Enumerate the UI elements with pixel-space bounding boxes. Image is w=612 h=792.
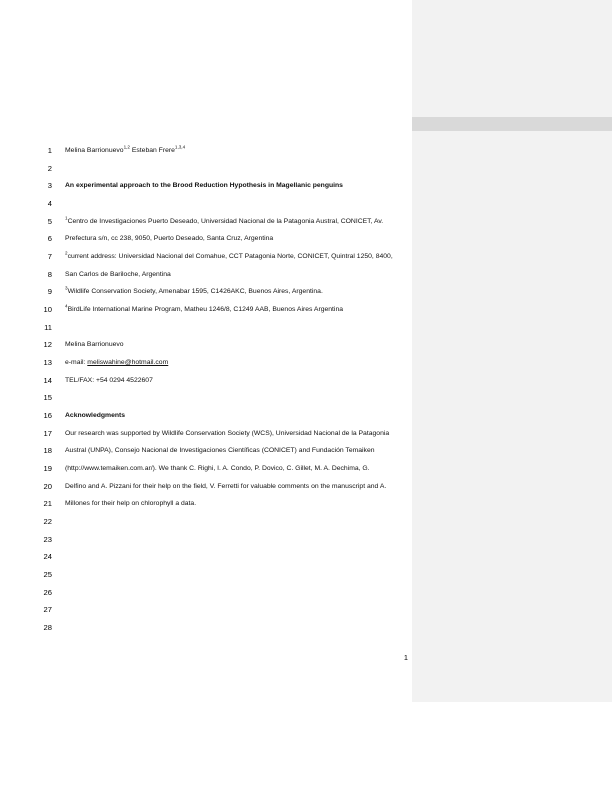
line-text: [65, 303, 410, 316]
line-number: 5: [47, 216, 52, 226]
line-number: 10: [43, 305, 52, 315]
line-number: 6: [47, 234, 52, 244]
document-line: [0, 462, 412, 475]
line-number: 3: [47, 181, 52, 191]
document-line: [0, 550, 412, 563]
line-text: [65, 374, 410, 387]
text-run: Esteban Frere: [129, 147, 175, 154]
affiliation-superscript: 2: [65, 250, 68, 256]
line-text: [65, 497, 410, 510]
line-number: 4: [47, 199, 52, 208]
text-run: Wildlife Conservation Society, Amenabar 1595, C1426AKC, Buenos Aires, Argentina.: [67, 288, 323, 296]
affiliation-superscript: 1,2: [123, 144, 130, 150]
email-link[interactable]: meliswahine@hotmail.com: [87, 359, 169, 367]
document-line: [0, 515, 412, 528]
text-run: San Carlos de Bariloche, Argentina: [65, 270, 171, 278]
page-number: 1: [403, 653, 408, 662]
document-line: [0, 250, 412, 263]
comment-pane-header: [412, 117, 612, 131]
document-line: [0, 268, 412, 281]
line-number: 9: [47, 287, 52, 297]
line-number: 2: [47, 163, 52, 173]
text-run: BirdLife International Marine Program, Matheu 1246/8, C1249 AAB, Buenos Aires Argentina: [67, 306, 344, 314]
affiliation-superscript: 1: [65, 215, 68, 221]
document-line: [0, 374, 412, 387]
line-text: [65, 215, 410, 228]
comment-pane: [412, 0, 612, 702]
line-text: [65, 444, 410, 457]
bold-text: An experimental approach to the Brood Reduction Hypothesis in Magellanic penguins: [65, 182, 343, 190]
line-number: 24: [43, 552, 52, 562]
affiliation-superscript: 4: [65, 303, 68, 309]
document-line: [0, 586, 412, 599]
document-line: [0, 285, 412, 298]
text-run: current address: Universidad Nacional del Comahue, CCT Patagonia Norte, CONICET, Quintral 1250, 8400,: [67, 253, 393, 261]
line-text: [65, 268, 410, 281]
document-line: [0, 162, 412, 175]
text-run: Centro de Investigaciones Puerto Deseado, Universidad Nacional de la Patagonia Austral, CONICET, Av.: [67, 217, 384, 225]
document-line: [0, 621, 412, 634]
line-number: 16: [43, 411, 52, 421]
affiliation-superscript: 3: [65, 286, 68, 292]
document-line: [0, 568, 412, 581]
line-number: 27: [43, 605, 52, 615]
line-number: 15: [43, 393, 52, 403]
line-number: 8: [47, 269, 52, 279]
line-text: [65, 427, 410, 440]
line-text: [65, 356, 410, 369]
line-number: 12: [43, 340, 52, 350]
text-run: Millones for their help on chlorophyll a data.: [65, 500, 197, 508]
document-line: [0, 409, 412, 422]
line-text: [65, 409, 410, 422]
line-text: [65, 232, 410, 245]
text-run: Austral (UNPA), Consejo Nacional de Investigaciones Científicas (CONICET) and Fundación Temaiken: [65, 447, 375, 455]
line-text: [65, 480, 410, 493]
document-line: [0, 197, 412, 210]
line-number: 23: [43, 534, 52, 544]
document-line: [0, 356, 412, 369]
line-number: 21: [43, 499, 52, 509]
text-run: TEL/FAX: +54 0294 4522607: [65, 376, 153, 384]
document-line: [0, 215, 412, 228]
bold-text: Acknowledgments: [65, 412, 126, 420]
document-line: [0, 480, 412, 493]
line-number: 22: [43, 517, 52, 527]
document-line: [0, 144, 412, 157]
line-text: [65, 285, 410, 298]
document-line: [0, 391, 412, 404]
line-number: 18: [43, 446, 52, 456]
document-line: [0, 303, 412, 316]
document-line: [0, 232, 412, 245]
text-run: (http://www.temaiken.com.ar/). We thank C. Righi, I. A. Condo, P. Dovico, C. Gillet, M. A. Dechima, G.: [65, 465, 370, 473]
line-text: [65, 250, 410, 263]
line-number: 25: [43, 570, 52, 580]
line-number: 17: [43, 428, 52, 438]
line-number: 19: [43, 464, 52, 474]
document-line: [0, 427, 412, 440]
line-number: 7: [47, 252, 52, 262]
text-run: Delfino and A. Pizzani for their help on the field, V. Ferretti for valuable comments on the manuscript and A.: [65, 482, 387, 490]
document-line: [0, 533, 412, 546]
document-line: [0, 444, 412, 457]
line-text: [65, 144, 410, 157]
line-number: 14: [43, 375, 52, 385]
text-run: Our research was supported by Wildlife Conservation Society (WCS), Universidad Nacional de la Patagonia: [65, 429, 390, 437]
text-run: e-mail:: [65, 359, 88, 367]
line-number: 26: [43, 587, 52, 597]
line-number: 20: [43, 481, 52, 491]
text-run: Prefectura s/n, cc 238, 9050, Puerto Deseado, Santa Cruz, Argentina: [65, 235, 274, 243]
document-line: [0, 338, 412, 351]
line-number: 28: [43, 623, 52, 633]
line-number: 13: [43, 358, 52, 368]
affiliation-superscript: 1,3,4: [174, 144, 186, 150]
line-text: [65, 338, 410, 351]
document-line: [0, 497, 412, 510]
text-run: Melina Barrionuevo: [65, 147, 124, 154]
text-run: Melina Barrionuevo: [65, 341, 124, 349]
line-number: 11: [44, 322, 52, 332]
document-line: [0, 179, 412, 192]
line-text: [65, 179, 410, 192]
document-line: [0, 321, 412, 334]
line-text: [65, 462, 410, 475]
document-line: [0, 603, 412, 616]
line-number: 1: [47, 146, 52, 155]
